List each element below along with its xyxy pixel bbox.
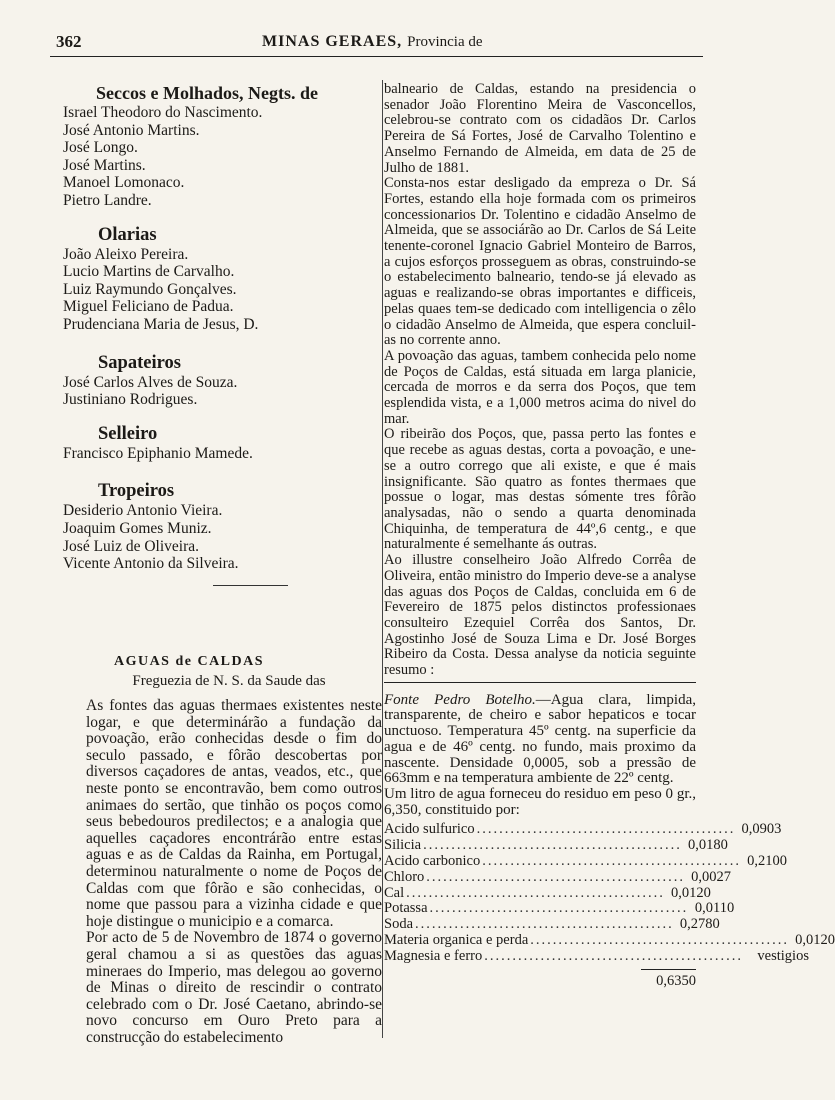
section-title: Tropeiros xyxy=(98,481,175,502)
section-title: Sapateiros xyxy=(98,352,181,373)
component-name: Soda xyxy=(384,916,413,933)
section-title: Seccos e Molhados, Negts. de xyxy=(96,83,318,103)
total-rule xyxy=(641,969,696,970)
list-item: Luiz Raymundo Gonçalves. xyxy=(63,280,237,298)
body-paragraph: Ao illustre conselheiro João Alfredo Corrêa de Oliveira, então ministro do Imperio deve-se a analyse das aguas dos Poços de Caldas, concluida em 6 de Fevereiro de 1875 pelos distinctos professionaes consulteiro Ezequiel Corrêa dos Santos, Dr. Agostinho José de Souza Lima e Dr. José Borges Ribeiro da Costa. Dessa analyse da noticia seguinte resumo : xyxy=(384,552,696,679)
component-name: Acido sulfurico xyxy=(384,821,475,838)
body-paragraph: O ribeirão dos Poços, que, passa perto las fontes e que recebe as aguas destas, corta a povoação, e une-se a outro corrego que ali existe, e que é mais insignificante. São quatro as fontes thermaes que possue o logar, mas destas sómente tres fôrão analysadas, não o sendo a quarta denominada Chiquinha, de temperatura de 44º,6 centg., e que naturalmente é semelhante ás outras. xyxy=(384,426,696,553)
component-value: 0,0120 xyxy=(795,931,835,948)
list-item: João Aleixo Pereira. xyxy=(63,245,189,263)
list-item: Israel Theodoro do Nascimento. xyxy=(63,104,263,121)
component-name: Materia organica e perda xyxy=(384,931,529,948)
journal-title xyxy=(262,33,483,51)
body-paragraph: balneario de Caldas, estando na presidencia o senador João Florentino Meira de Vasconcellos, celebrou-se contrato com os cidadãos Dr. Carlos Pereira de Sá Fortes, José de Carvalho Tolentino e Anselmo Fernando de Almeida, em data de 25 de Julho de 1881. xyxy=(384,81,696,176)
list-item: Desiderio Antonio Vieira. xyxy=(63,502,223,520)
article-aguas-de-caldas xyxy=(86,652,382,1046)
table-row: Magnesia e ferro .............................................. vestigios xyxy=(384,947,809,964)
component-name: Magnesia e ferro xyxy=(384,947,483,964)
article-subtitle: Freguezia de N. S. da Saude das xyxy=(132,673,326,689)
left-column-lists xyxy=(63,80,363,586)
component-name: Silicia xyxy=(384,837,422,854)
list-item: Manoel Lomonaco. xyxy=(63,174,185,192)
component-value: 0,0120 xyxy=(671,884,711,901)
list-item: Vicente Antonio da Silveira. xyxy=(63,555,239,573)
component-name: Acido carbonico xyxy=(384,852,481,869)
component-value: 0,0110 xyxy=(694,900,735,917)
article-paragraph: As fontes das aguas thermaes existentes neste logar, e que determinárão a fundação da povoação, erão conhecidas desde o fim do seculo passado, e fôrão descobertas por diversos caçadores de antas, veados, etc., que neste ponto se encontravão, bem como outros animaes do sertão, que tinhão os poços como seus bebedouros predilectos; e a analogia que aquelles caçadores encontrárão entre estas aguas e as de Caldas da Rainha, em Portugal, determinou naturalmente o nome de Poços de Caldas com que fôrão e são conhecidas, o nome que passou para a vizinha cidade e que hoje distingue o municipio e a comarca. xyxy=(86,697,382,930)
table-row: Materia organica e perda .............................................. 0,0120 xyxy=(384,931,835,948)
fonte-text: —Agua clara, limpida, transparente, de cheiro e sabor hepaticos e tocar unctuoso. Temperatura 45º centg. na superficie da agua e de 46º centg. no fundo, mais proximo da nascente. Densidade 0,0005, sob a pressão de 663mm e na temperatura ambiente de 22º centg. xyxy=(384,691,696,787)
component-name: Chloro xyxy=(384,868,425,885)
column-divider xyxy=(382,80,383,1038)
page-header xyxy=(50,30,703,57)
body-paragraph: A povoação das aguas, tambem conhecida pelo nome de Poços de Caldas, está situada em larga planicie, cercada de morros e da serra dos Poços, que tem esplendida vista, e a 1,000 metros acima do nivel do mar. xyxy=(384,347,696,427)
list-item: José Longo. xyxy=(63,139,138,157)
table-row: Soda .............................................. 0,2780 xyxy=(384,916,720,933)
article-title: AGUAS de CALDAS xyxy=(113,654,265,669)
component-value: 0,0027 xyxy=(691,868,732,885)
composition-total: 0,6350 xyxy=(656,972,696,989)
section-title: Olarias xyxy=(98,224,157,245)
right-column xyxy=(384,81,835,990)
component-name: Potassa xyxy=(384,900,428,917)
list-item: José Martins. xyxy=(63,156,146,174)
table-row: Potassa .............................................. 0,0110 xyxy=(384,900,735,917)
list-item: Lucio Martins de Carvalho. xyxy=(63,263,235,281)
residue-text: Um litro de agua forneceu do residuo em peso 0 gr., 6,350, constituido por: xyxy=(384,785,696,818)
list-item: Joaquim Gomes Muniz. xyxy=(63,519,212,537)
list-item: José Carlos Alves de Souza. xyxy=(63,373,238,391)
fonte-description xyxy=(384,693,696,787)
component-value: 0,2780 xyxy=(679,916,720,933)
table-row: Acido sulfurico .............................................. 0,0903 xyxy=(384,821,782,838)
page-number: 362 xyxy=(56,32,82,51)
journal-name: MINAS GERAES, xyxy=(262,33,403,50)
list-item: José Luiz de Oliveira. xyxy=(63,537,200,555)
component-value: 0,2100 xyxy=(747,852,787,869)
table-row: Chloro .............................................. 0,0027 xyxy=(384,868,732,885)
list-item: Miguel Feliciano de Padua. xyxy=(63,298,234,316)
list-item: José Antonio Martins. xyxy=(63,121,200,139)
component-value: 0,0903 xyxy=(741,821,782,838)
journal-subtitle: Provincia de xyxy=(407,34,483,50)
table-row: Cal .............................................. 0,0120 xyxy=(384,884,711,901)
article-paragraph: Por acto de 5 de Novembro de 1874 o governo geral chamou a si as questões das aguas mineraes do Imperio, mas delegou ao governo de Minas o direito de rescindir o contrato celebrado com o Dr. José Caetano, abrindo-se novo concurso em Ouro Preto para a construcção do estabelecimento xyxy=(86,929,382,1046)
component-value: vestigios xyxy=(757,947,809,964)
body-paragraph: Consta-nos estar desligado da empreza o Dr. Sá Fortes, estando ella hoje formada com os primeiros concessionarios Dr. Tolentino e cidadão Anselmo de Almeida, que se associárão ao Dr. Carlos de Sá Leite tenente-coronel Ignacio Gabriel Monteiro de Barros, a cujos esforços prosseguem as obras, construindo-se o estabelecimento balneario, tendo-se já elevado as aguas e realizando-se obras importantes e difficeis, pelas quaes tem-se dedicado com intelligencia o zêlo o cidadão Anselmo de Almeida, que espera concluil-as no corrente anno. xyxy=(384,175,696,349)
list-item: Francisco Epiphanio Mamede. xyxy=(63,444,253,462)
table-row: Silicia .............................................. 0,0180 xyxy=(384,837,728,854)
composition-table xyxy=(384,821,835,989)
fonte-name: Fonte Pedro Botelho. xyxy=(384,691,536,708)
list-item: Prudenciana Maria de Jesus, D. xyxy=(63,315,259,333)
list-item: Pietro Landre. xyxy=(63,191,152,209)
section-title: Selleiro xyxy=(98,423,158,444)
list-item: Justiniano Rodrigues. xyxy=(63,391,198,409)
component-value: 0,0180 xyxy=(687,837,728,854)
component-name: Cal xyxy=(384,884,405,901)
section-rule xyxy=(213,585,288,586)
table-row: Acido carbonico .............................................. 0,2100 xyxy=(384,852,787,869)
horizontal-rule xyxy=(384,682,696,683)
